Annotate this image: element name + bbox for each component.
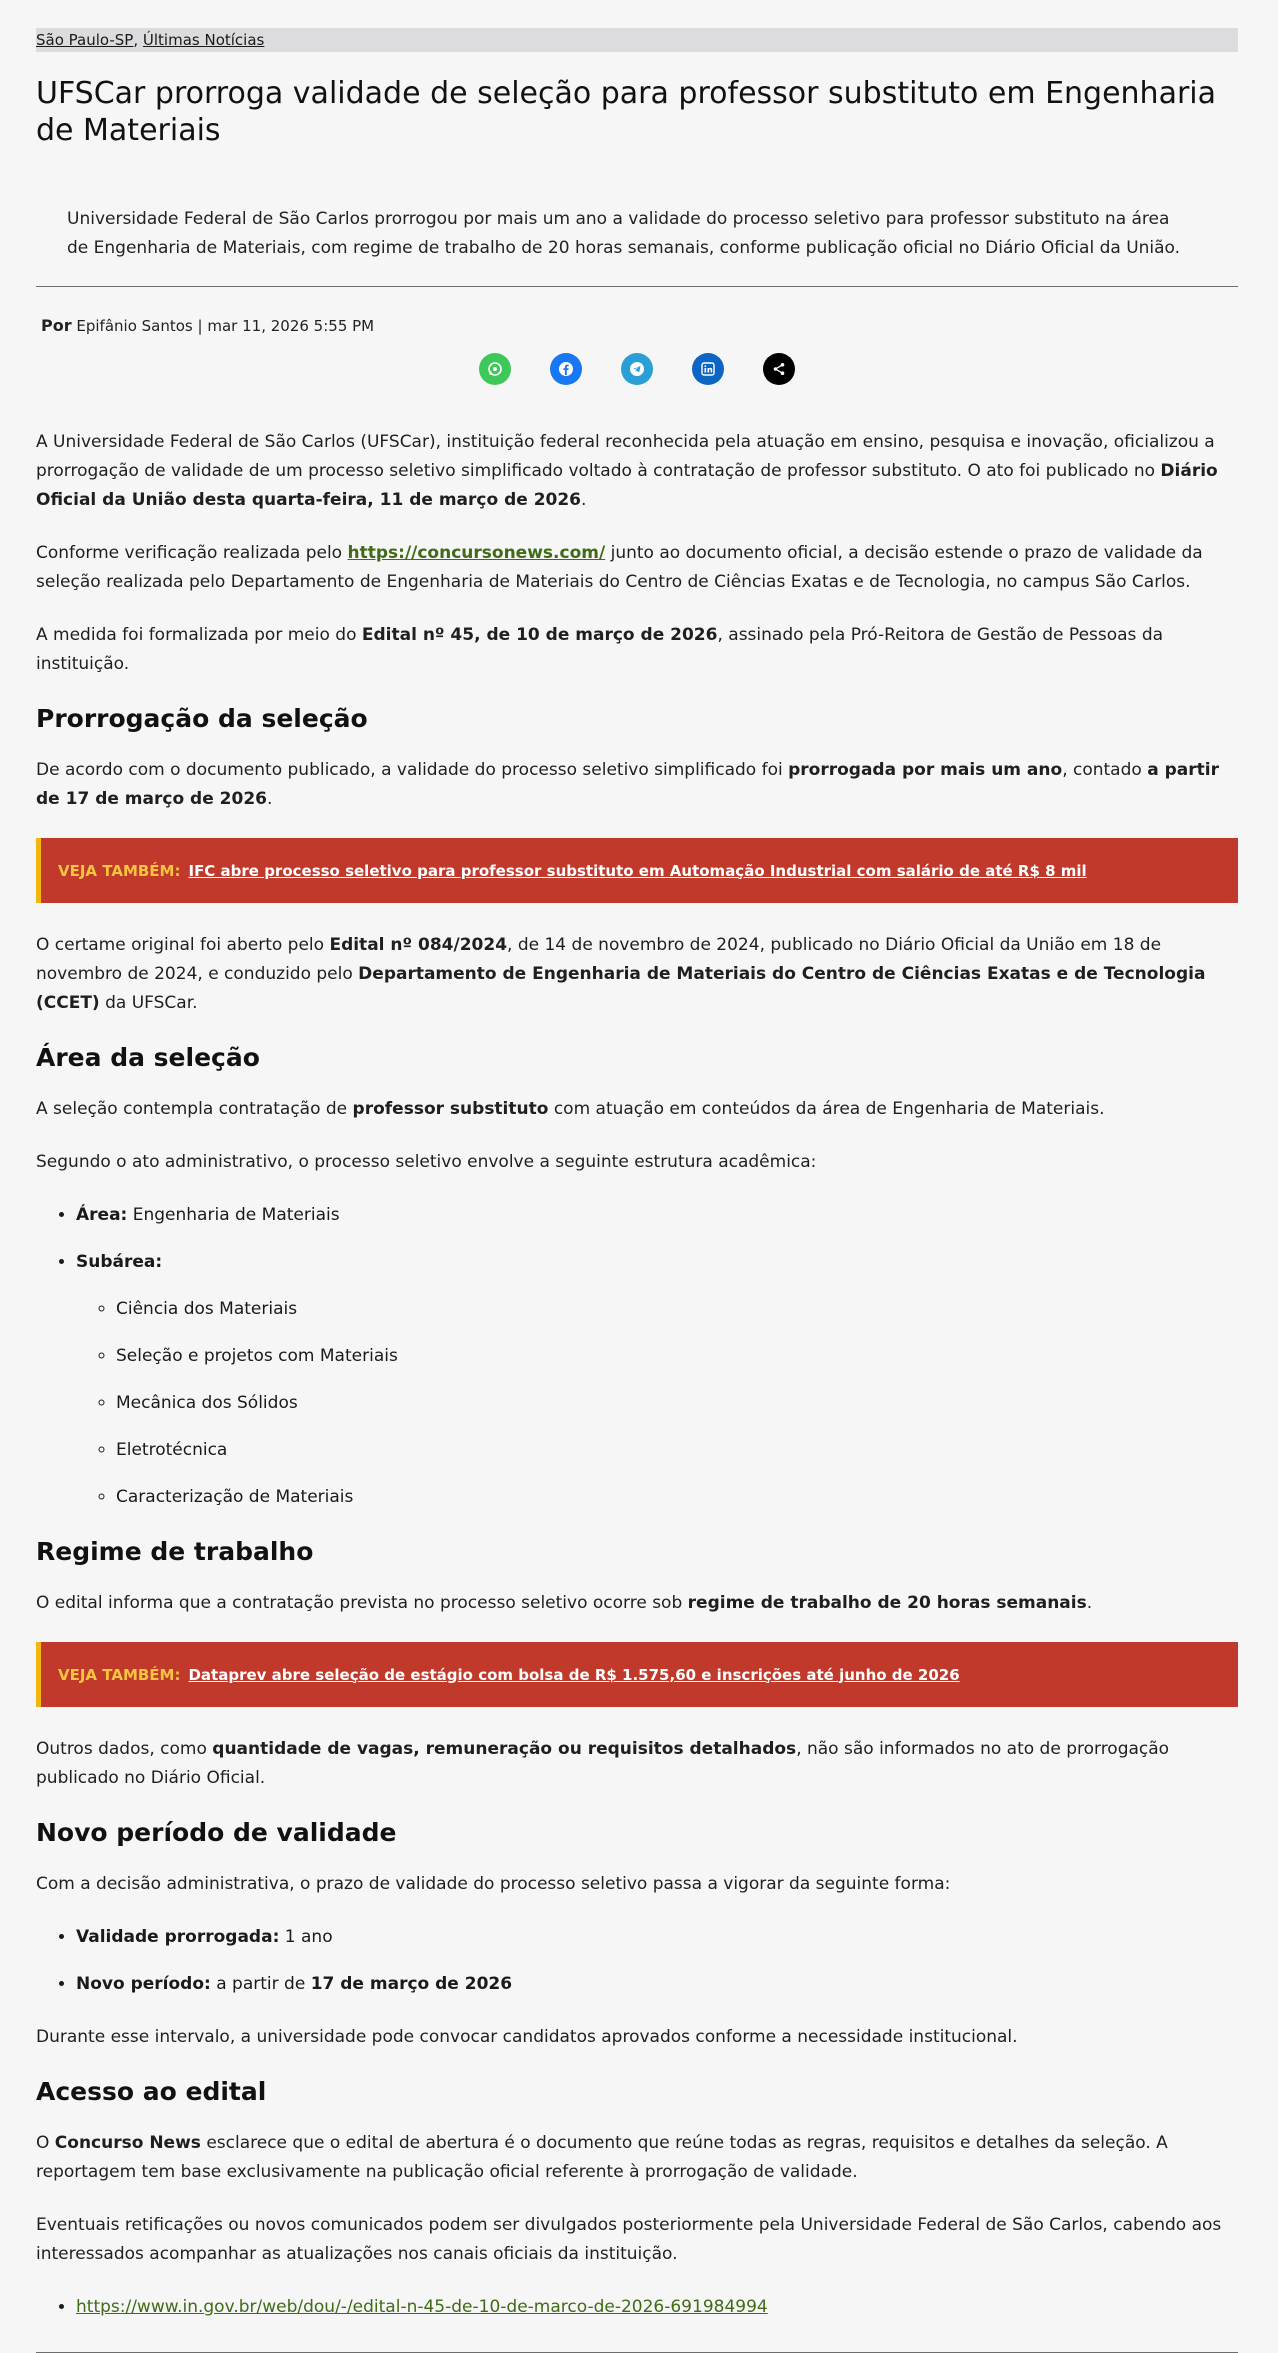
bold-text: Edital nº 45, de 10 de março de 2026 <box>361 625 718 645</box>
category-separator: , <box>133 31 139 49</box>
related-article-banner <box>36 1642 1238 1707</box>
related-article-link-dataprev[interactable]: Dataprev abre seleção de estágio com bolsa de R$ 1.575,60 e inscrições até junho de 2026 <box>188 1665 960 1684</box>
list-item <box>76 1248 1238 1512</box>
concursonews-link[interactable]: https://concursonews.com/ <box>347 543 606 563</box>
text: da UFSCar. <box>99 993 198 1013</box>
heading-area: Área da seleção <box>36 1043 260 1072</box>
bold-text: prorrogada por mais um ano <box>788 760 1063 780</box>
list-label: Validade prorrogada: <box>76 1927 280 1947</box>
paragraph <box>36 931 1238 1018</box>
list-label: Subárea: <box>76 1252 163 1272</box>
byline-por: Por <box>41 316 72 335</box>
bold-text: Concurso News <box>54 2133 201 2153</box>
article-lead: Universidade Federal de São Carlos prorrogou por mais um ano a validade do processo seletivo para professor substituto na área de Engenharia de Materiais, com regime de trabalho de 20 horas semanais, conforme publicação oficial no Diário Oficial da União. <box>67 209 1181 258</box>
article <box>36 28 1238 2353</box>
bold-text: a partir de 17 de março de 2026 <box>36 760 1219 809</box>
text: A seleção contempla contratação de <box>36 1099 353 1119</box>
paragraph: Com a decisão administrativa, o prazo de validade do processo seletivo passa a vigorar da seguinte forma: <box>36 1874 951 1894</box>
list-label: Área: <box>76 1205 128 1225</box>
publish-date: mar 11, 2026 5:55 PM <box>207 317 375 335</box>
paragraph: Segundo o ato administrativo, o processo seletivo envolve a seguinte estrutura acadêmica: <box>36 1152 817 1172</box>
text: , assinado pela Pró-Reitora de Gestão de Pessoas da instituição. <box>36 625 1164 674</box>
whatsapp-icon <box>487 361 503 377</box>
text: . <box>1086 1593 1093 1613</box>
text: O edital informa que a contratação prevista no processo seletivo ocorre sob <box>36 1593 688 1613</box>
paragraph: Durante esse intervalo, a universidade pode convocar candidatos aprovados conforme a necessidade institucional. <box>36 2027 1018 2047</box>
paragraph <box>36 428 1238 515</box>
list-item <box>76 1201 1238 1230</box>
linkedin-icon <box>700 361 716 377</box>
text: . <box>267 789 273 809</box>
subarea-list <box>76 1295 1238 1512</box>
text: , contado <box>1062 760 1148 780</box>
subarea-item: ◦ Caracterização de Materiais <box>116 1483 1238 1512</box>
text: com atuação em conteúdos da área de Engenharia de Materiais. <box>548 1099 1105 1119</box>
veja-tambem-label: VEJA TAMBÉM: <box>58 1665 181 1684</box>
category-link-ultimas-noticias[interactable]: Últimas Notícias <box>142 31 265 49</box>
subarea-item: ◦ Seleção e projetos com Materiais <box>116 1342 1238 1371</box>
bold-text: Departamento de Engenharia de Materiais do Centro de Ciências Exatas e de Tecnologia (CCET) <box>36 964 1206 1013</box>
paragraph <box>36 621 1238 679</box>
facebook-share-button[interactable] <box>550 353 582 385</box>
heading-novo-periodo: Novo período de validade <box>36 1818 397 1847</box>
paragraph: Eventuais retificações ou novos comunicados podem ser divulgados posteriormente pela Universidade Federal de São Carlos, cabendo aos interessados acompanhar as atualizações nos canais oficiais da instituição. <box>36 2215 1222 2264</box>
author-link[interactable]: Epifânio Santos <box>76 317 193 335</box>
share-more-button[interactable] <box>763 353 795 385</box>
text: junto ao documento oficial, a decisão estende o prazo de validade da seleção realizada pelo Departamento de Engenharia de Materiais do Centro de Ciências Exatas e de Tecnologia, no campus São Carlos. <box>36 543 1203 592</box>
bold-text: 17 de março de 2026 <box>310 1974 513 1994</box>
text: esclarece que o edital de abertura é o documento que reúne todas as regras, requisitos e detalhes da seleção. A reportagem tem base exclusivamente na publicação oficial referente à prorrogação de validade. <box>36 2133 1168 2182</box>
bold-text: quantidade de vagas, remuneração ou requisitos detalhados <box>212 1739 797 1759</box>
text: O <box>36 2133 55 2153</box>
list-value: a partir de <box>210 1974 311 1994</box>
bold-text: Edital nº 084/2024 <box>329 935 508 955</box>
byline <box>41 316 1238 336</box>
telegram-icon <box>629 361 645 377</box>
text: A medida foi formalizada por meio do <box>36 625 362 645</box>
category-breadcrumb <box>36 28 1238 52</box>
paragraph <box>36 1589 1238 1618</box>
category-link-sao-paulo[interactable]: São Paulo-SP <box>36 31 134 49</box>
article-title: UFSCar prorroga validade de seleção para professor substituto em Engenharia de Materiais <box>36 76 1217 148</box>
text: De acordo com o documento publicado, a validade do processo seletivo simplificado foi <box>36 760 789 780</box>
validade-list <box>36 1923 1238 1999</box>
list-item <box>76 2293 1238 2322</box>
source-list <box>36 2293 1238 2322</box>
list-item <box>76 1923 1238 1952</box>
paragraph <box>36 1735 1238 1793</box>
byline-separator: | <box>197 317 203 335</box>
article-body <box>36 428 1238 2353</box>
list-value: Engenharia de Materiais <box>127 1205 340 1225</box>
subarea-item: ◦ Ciência dos Materiais <box>116 1295 1238 1324</box>
list-item <box>76 1970 1238 1999</box>
area-list <box>36 1201 1238 1512</box>
list-value: 1 ano <box>279 1927 333 1947</box>
text: Conforme verificação realizada pelo <box>36 543 348 563</box>
bold-text: Diário Oficial da União desta quarta-feira, 11 de março de 2026 <box>36 461 1218 510</box>
linkedin-share-button[interactable] <box>692 353 724 385</box>
heading-acesso: Acesso ao edital <box>36 2077 267 2106</box>
text: Outros dados, como <box>36 1739 213 1759</box>
paragraph <box>36 2129 1238 2187</box>
share-bar <box>36 353 1238 387</box>
paragraph <box>36 539 1238 597</box>
bold-text: professor substituto <box>352 1099 549 1119</box>
telegram-share-button[interactable] <box>621 353 653 385</box>
veja-tambem-label: VEJA TAMBÉM: <box>58 861 181 880</box>
text: A Universidade Federal de São Carlos (UFSCar), instituição federal reconhecida pela atuação em ensino, pesquisa e inovação, oficializou a prorrogação de validade de um processo seletivo simplificado voltado à contratação de professor substituto. O ato foi publicado no <box>36 432 1215 481</box>
bold-text: regime de trabalho de 20 horas semanais <box>687 1593 1087 1613</box>
text: , de 14 de novembro de 2024, publicado no Diário Oficial da União em 18 de novembro de 2024, e conduzido pelo <box>36 935 1162 984</box>
list-label: Novo período: <box>76 1974 211 1994</box>
text: . <box>581 490 587 510</box>
text: O certame original foi aberto pelo <box>36 935 330 955</box>
paragraph <box>36 756 1238 814</box>
subarea-item: ◦ Mecânica dos Sólidos <box>116 1389 1238 1418</box>
text: , não são informados no ato de prorrogação publicado no Diário Oficial. <box>36 1739 1170 1788</box>
paragraph <box>36 1095 1238 1124</box>
related-article-banner <box>36 838 1238 903</box>
facebook-icon <box>558 361 574 377</box>
related-article-link-ifc[interactable]: IFC abre processo seletivo para professor substituto em Automação Industrial com salário de até R$ 8 mil <box>188 861 1087 880</box>
whatsapp-share-button[interactable] <box>479 353 511 385</box>
heading-regime: Regime de trabalho <box>36 1537 314 1566</box>
heading-prorrogacao: Prorrogação da seleção <box>36 704 368 733</box>
subarea-item: ◦ Eletrotécnica <box>116 1436 1238 1465</box>
lead-divider <box>36 286 1238 287</box>
dou-edital-link[interactable]: https://www.in.gov.br/web/dou/-/edital-n-45-de-10-de-marco-de-2026-691984994 <box>76 2297 768 2317</box>
share-icon <box>771 361 787 377</box>
